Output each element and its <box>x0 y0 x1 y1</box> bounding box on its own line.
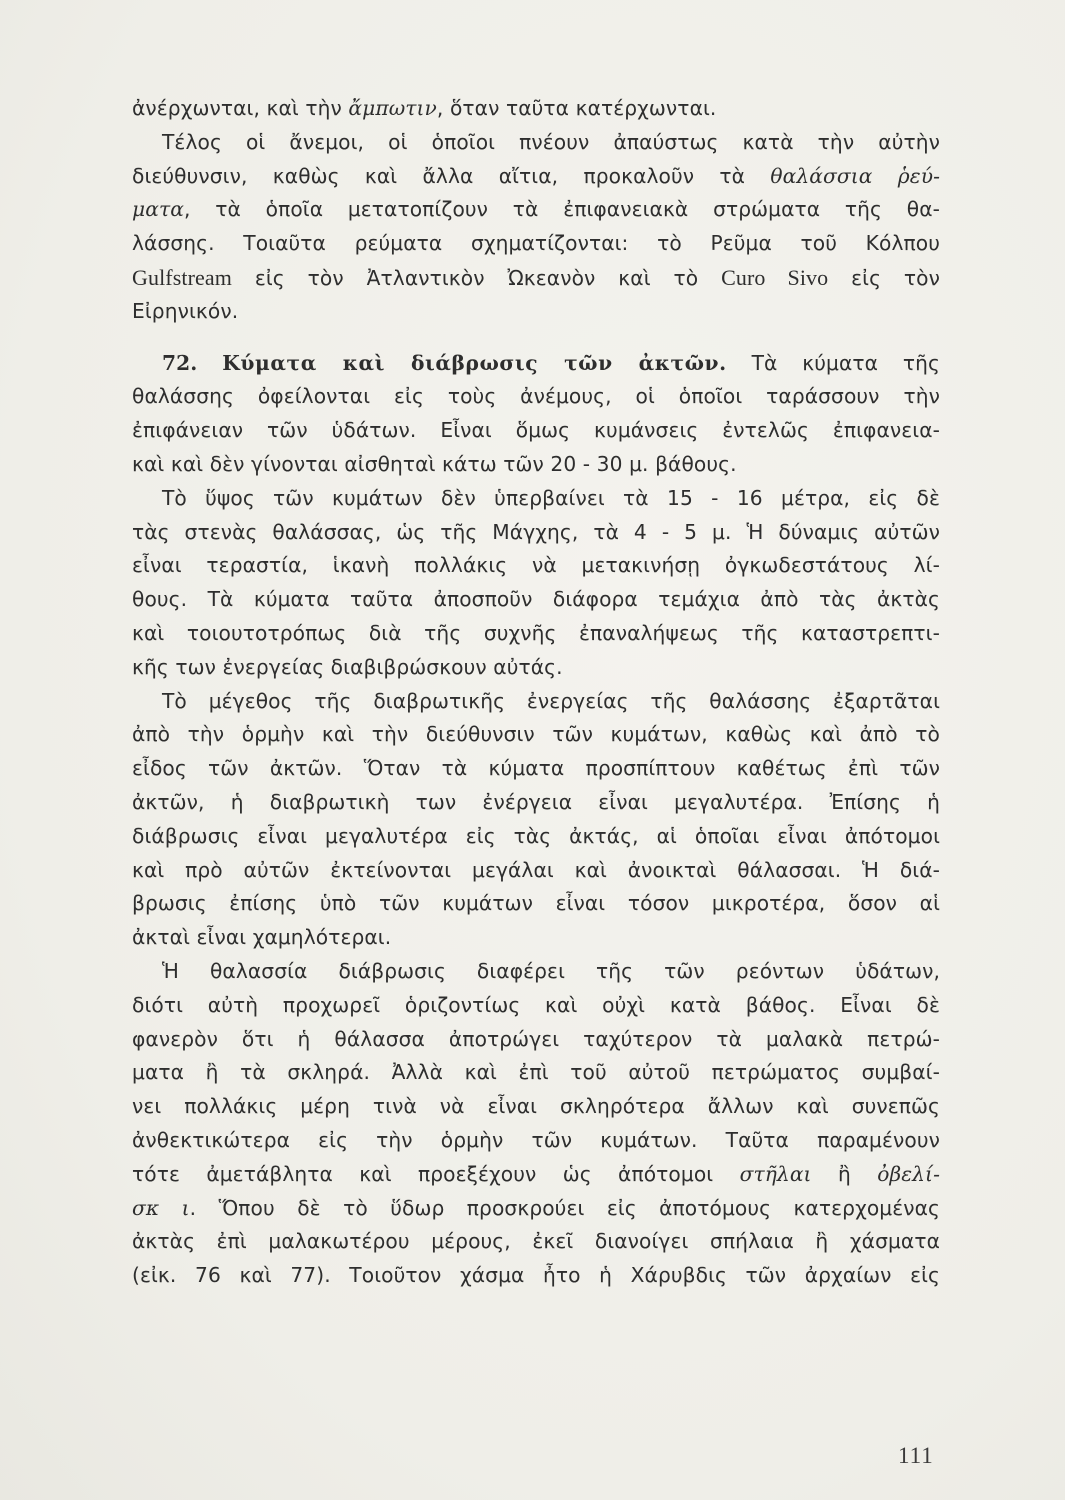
text-line: καὶ τοιουτοτρόπως διὰ τῆς συχνῆς ἐπαναλήψεως τῆς καταστρεπτι- <box>132 620 940 645</box>
text-line: διότι αὐτὴ προχωρεῖ ὁριζοντίως καὶ οὐχὶ κατὰ βάθος. Εἶναι δὲ <box>132 992 940 1017</box>
text-line: ἀνθεκτικώτερα εἰς τὴν ὁρμὴν τῶν κυμάτων. Ταῦτα παραμένουν <box>132 1127 940 1152</box>
text-line: καὶ καὶ δὲν γίνονται αἰσθηταὶ κάτω τῶν 20 - 30 μ. βάθους. <box>132 451 737 476</box>
text-line: νει πολλάκις μέρη τινὰ νὰ εἶναι σκληρότερα ἄλλων καὶ συνεπῶς <box>132 1094 940 1119</box>
paragraph-start: Τὸ ὕψος τῶν κυμάτων δὲν ὑπερβαίνει τὰ 15 - 16 μέτρα, εἰς δὲ <box>162 485 940 510</box>
text-line: θαλάσσης ὀφείλονται εἰς τοὺς ἀνέμους, οἱ ὁποῖοι ταράσσουν τὴν <box>132 384 940 409</box>
text-line: ἀκταὶ εἶναι χαμηλότεραι. <box>132 925 392 950</box>
paragraph-start: Τὸ μέγεθος τῆς διαβρωτικῆς ἐνεργείας τῆς θαλάσσης ἐξαρτᾶται <box>162 688 940 713</box>
text-line: ἐπιφάνειαν τῶν ὑδάτων. Εἶναι ὅμως κυμάνσεις ἐντελῶς ἐπιφανεια- <box>132 418 940 443</box>
section-spacer <box>132 329 940 347</box>
text-line: ἀπὸ τὴν ὁρμὴν καὶ τὴν διεύθυνσιν τῶν κυμάτων, καθὼς καὶ ἀπὸ τὸ <box>132 722 940 747</box>
text-line: τότε ἀμετάβλητα καὶ προεξέχουν ὡς ἀπότομοι στῆλαι ἢ ὀβελί- <box>132 1161 940 1186</box>
text-line: τὰς στενὰς θαλάσσας, ὡς τῆς Μάγχης, τὰ 4 - 5 μ. Ἡ δύναμις αὐτῶν <box>132 519 940 544</box>
text-line: ἀνέρχωνται, καὶ τὴν ἄμπωτιν, ὅταν ταῦτα κατέρχωνται. <box>132 96 717 120</box>
text-line: Gulfstream εἰς τὸν Ἀτλαντικὸν Ὠκεανὸν καὶ τὸ Curo Sivo εἰς τὸν <box>132 264 940 290</box>
paragraph-start: Τέλος οἱ ἄνεμοι, οἱ ὁποῖοι πνέουν ἀπαύστως κατὰ τὴν αὐτὴν <box>162 129 940 154</box>
body-text <box>132 92 940 1293</box>
text-line: βρωσις ἐπίσης ὑπὸ τῶν κυμάτων εἶναι τόσον μικροτέρα, ὅσον αἱ <box>132 891 940 916</box>
page-number: 111 <box>898 1443 934 1468</box>
text-line: εἶναι τεραστία, ἱκανὴ πολλάκις νὰ μετακινήσῃ ὀγκωδεστάτους λί- <box>132 553 940 578</box>
text-line: ματα ἢ τὰ σκληρά. Ἀλλὰ καὶ ἐπὶ τοῦ αὐτοῦ πετρώματος συμβαί- <box>132 1060 940 1085</box>
text-line: λάσσης. Τοιαῦτα ρεύματα σχηματίζονται: τὸ Ρεῦμα τοῦ Κόλπου <box>132 231 940 256</box>
text-line: φανερὸν ὅτι ἡ θάλασσα ἀποτρώγει ταχύτερον τὰ μαλακὰ πετρώ- <box>132 1026 940 1051</box>
text-line: καὶ πρὸ αὐτῶν ἐκτείνονται μεγάλαι καὶ ἀνοικταὶ θάλασσαι. Ἡ διά- <box>132 857 940 882</box>
paragraph-start: Ἡ θαλασσία διάβρωσις διαφέρει τῆς τῶν ρεόντων ὑδάτων, <box>162 958 940 983</box>
section-heading: 72. Κύματα καὶ διάβρωσις τῶν ἀκτῶν. Τὰ κύματα τῆς <box>162 350 940 375</box>
text-line: (εἰκ. 76 καὶ 77). Τοιοῦτον χάσμα ἦτο ἡ Χάρυβδις τῶν ἀρχαίων εἰς <box>132 1263 940 1288</box>
text-line: Εἰρηνικόν. <box>132 298 239 323</box>
text-line: ματα, τὰ ὁποῖα μετατοπίζουν τὰ ἐπιφανειακὰ στρώματα τῆς θα- <box>132 197 940 222</box>
text-line: σκ ι. Ὅπου δὲ τὸ ὕδωρ προσκρούει εἰς ἀποτόμους κατερχομένας <box>132 1195 940 1220</box>
text-line: διεύθυνσιν, καθὼς καὶ ἄλλα αἴτια, προκαλοῦν τὰ θαλάσσια ῥεύ- <box>132 163 940 188</box>
text-line: διάβρωσις εἶναι μεγαλυτέρα εἰς τὰς ἀκτάς, αἱ ὁποῖαι εἶναι ἀπότομοι <box>132 823 940 848</box>
text-line: ἀκτῶν, ἡ διαβρωτικὴ των ἐνέργεια εἶναι μεγαλυτέρα. Ἐπίσης ἡ <box>132 789 940 814</box>
text-line: κῆς των ἐνεργείας διαβιβρώσκουν αὐτάς. <box>132 654 563 679</box>
text-line: ἀκτὰς ἐπὶ μαλακωτέρου μέρους, ἐκεῖ διανοίγει σπήλαια ἢ χάσματα <box>132 1229 940 1254</box>
text-line: εἶδος τῶν ἀκτῶν. Ὅταν τὰ κύματα προσπίπτουν καθέτως ἐπὶ τῶν <box>132 756 940 781</box>
text-line: θους. Τὰ κύματα ταῦτα ἀποσποῦν διάφορα τεμάχια ἀπὸ τὰς ἀκτὰς <box>132 587 940 612</box>
